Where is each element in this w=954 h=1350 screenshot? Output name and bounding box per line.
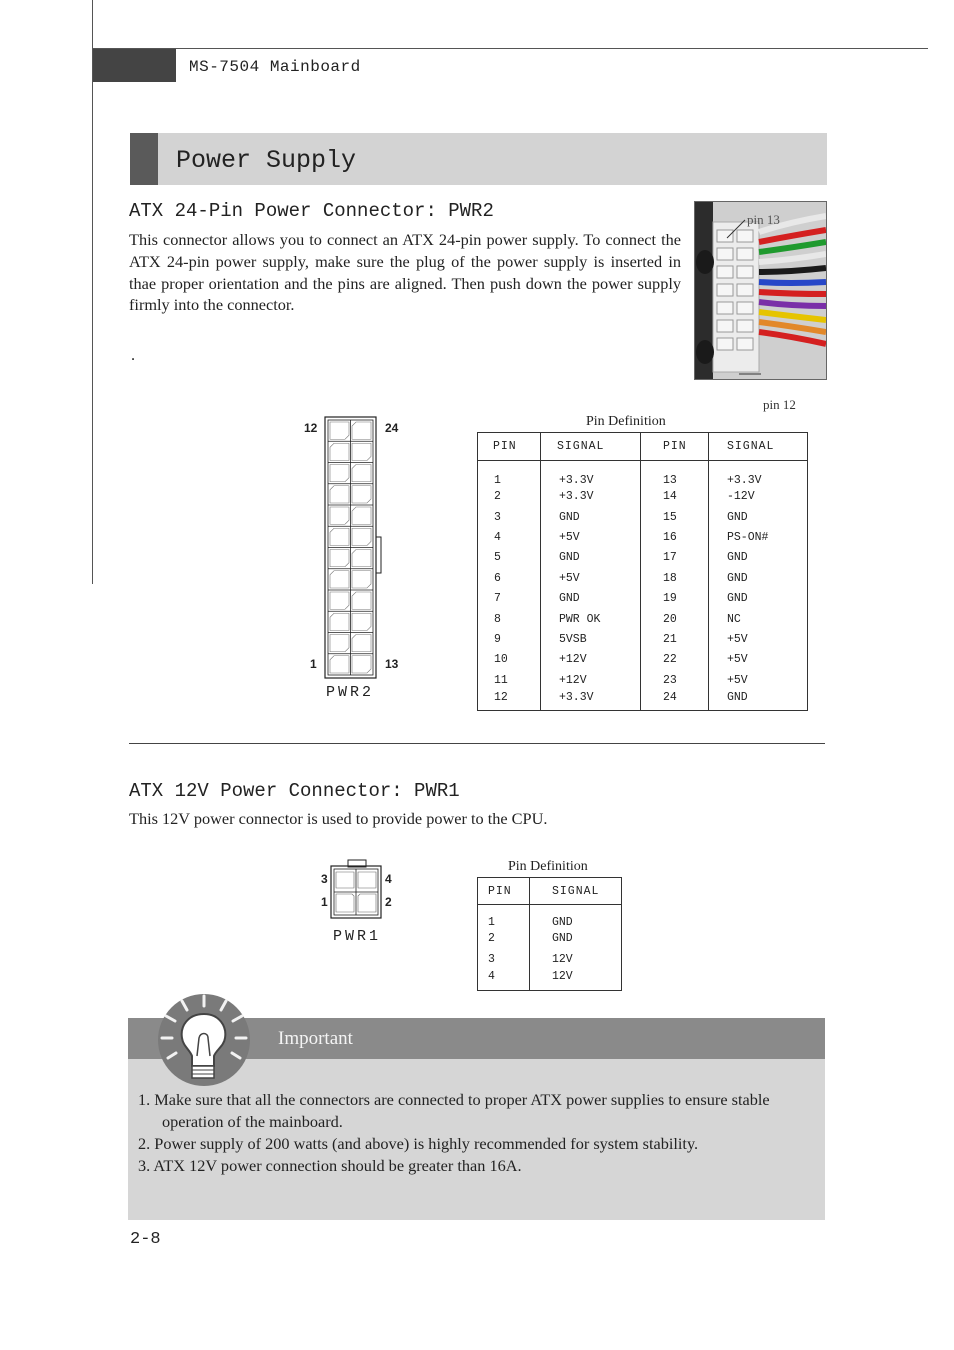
- pwr2-signal-cell: +12V: [541, 650, 641, 670]
- pwr2-row: [478, 609, 808, 629]
- pwr1-signal-cell: 12V: [552, 970, 573, 984]
- pwr2-pin-cell: 13: [641, 461, 709, 487]
- pwr2-row: [478, 588, 808, 608]
- important-item: 2. Power supply of 200 watts (and above) is highly recommended for system stability.: [138, 1134, 699, 1153]
- pwr2-signal-cell: GND: [541, 548, 641, 568]
- pwr2-pin-cell: 16: [641, 527, 709, 547]
- pwr2-pin-cell: 5: [478, 548, 541, 568]
- pwr2-signal-cell: GND: [727, 551, 748, 565]
- pwr1-row: [478, 929, 622, 950]
- pwr2-header-signal: SIGNAL: [709, 433, 808, 461]
- important-title: Important: [278, 1028, 353, 1049]
- pwr2-pin-cell: [330, 465, 349, 482]
- pwr2-pin-cell: 4: [478, 527, 541, 547]
- pwr2-description: This connector allows you to connect an ATX 24-pin power supply. To connect the ATX 24-pin power supply, make sure the plug of the power supply is inserted in thae proper orientation and the pins are aligned. Then push down the power supply firmly into the connector.: [129, 230, 681, 315]
- pwr1-pin-cell: 4: [478, 970, 530, 991]
- pwr2-pin-cell: [352, 507, 371, 524]
- pwr2-signal-cell: +12V: [541, 670, 641, 690]
- pwr2-header-signal: SIGNAL: [541, 433, 641, 461]
- pwr2-pin-number-24: 24: [385, 421, 399, 435]
- pwr2-pin-cell: 9: [478, 629, 541, 649]
- pwr2-signal-cell: +3.3V: [541, 690, 641, 710]
- pwr1-pin-number-1: 1: [321, 895, 328, 909]
- pwr2-signal-cell: +3.3V: [541, 487, 641, 507]
- pwr2-pin-cell: [352, 422, 371, 439]
- pwr2-pin-cell: [352, 486, 371, 503]
- pwr2-pin-cell: [330, 486, 349, 503]
- pwr2-pin-cell: [330, 613, 349, 630]
- pwr2-pin-cell: 21: [641, 629, 709, 649]
- pwr2-pin-cell: 2: [478, 487, 541, 507]
- pwr2-pin-cell: 22: [641, 650, 709, 670]
- pwr2-pin-cell: 17: [641, 548, 709, 568]
- pwr2-pin-cell: [352, 613, 371, 630]
- pwr2-pin-cell: [330, 656, 349, 673]
- pwr2-connector-diagram: [322, 415, 384, 680]
- pwr1-description: This 12V power connector is used to provide power to the CPU.: [129, 809, 548, 828]
- pwr2-pin-cell: 20: [641, 609, 709, 629]
- pwr1-pin-cell: 3: [478, 949, 530, 970]
- pwr2-pin-cell: [330, 422, 349, 439]
- pwr2-pin-cell: 8: [478, 609, 541, 629]
- pwr2-pin-cell: [352, 443, 371, 460]
- important-item: 3. ATX 12V power connection should be greater than 16A.: [138, 1156, 522, 1175]
- pwr2-signal-cell: GND: [541, 588, 641, 608]
- stray-period: .: [131, 345, 136, 364]
- pwr2-pin-cell: [352, 550, 371, 567]
- pwr2-pin-cell: [352, 656, 371, 673]
- pwr1-connector-diagram: [328, 858, 384, 920]
- pwr2-pin-number-13: 13: [385, 657, 399, 671]
- pwr2-pin-cell: 18: [641, 568, 709, 588]
- pwr2-pin-cell: 11: [478, 670, 541, 690]
- pwr2-pin-cell: 15: [641, 507, 709, 527]
- pwr2-pin-cell: [330, 635, 349, 652]
- pwr2-pin-number-12: 12: [304, 421, 318, 435]
- pwr1-row: [478, 970, 622, 991]
- pwr1-heading: ATX 12V Power Connector: PWR1: [129, 780, 460, 802]
- pin12-label: pin 12: [763, 397, 796, 412]
- pwr2-pin-cell: 7: [478, 588, 541, 608]
- lightbulb-icon: [152, 988, 252, 1088]
- page-number: 2-8: [130, 1230, 161, 1249]
- pwr2-caption: PWR2: [326, 684, 375, 701]
- pwr2-signal-cell: +3.3V: [541, 461, 641, 487]
- pwr1-row: [478, 905, 622, 929]
- pwr2-pin-cell: [330, 507, 349, 524]
- pwr2-signal-cell: +5V: [541, 527, 641, 547]
- pwr2-pin-number-1: 1: [310, 657, 317, 671]
- pwr2-signal-cell: GND: [727, 571, 748, 585]
- pwr2-pin-cell: 12: [478, 690, 541, 710]
- pwr2-pin-cell: 14: [641, 487, 709, 507]
- pwr2-table-caption: Pin Definition: [586, 414, 666, 429]
- pwr1-table-caption: Pin Definition: [508, 859, 588, 874]
- pwr2-row: [478, 527, 808, 547]
- pwr1-signal-cell: GND: [552, 915, 573, 929]
- pwr2-pin-cell: [330, 571, 349, 588]
- important-list: [138, 1089, 798, 1177]
- pwr2-signal-cell: PS-ON#: [727, 530, 769, 544]
- header-tab-block: [93, 49, 176, 82]
- pwr2-pin-cell: [352, 635, 371, 652]
- pwr2-signal-cell: +5V: [541, 568, 641, 588]
- pwr2-pin-cell: [330, 592, 349, 609]
- pwr2-header-pin: PIN: [478, 433, 541, 461]
- pwr1-header-signal: SIGNAL: [530, 878, 622, 905]
- pwr2-row: [478, 690, 808, 710]
- pin13-label: pin 13: [747, 212, 780, 227]
- pwr2-pin-cell: [352, 465, 371, 482]
- pwr2-pin-cell: 19: [641, 588, 709, 608]
- section-title: Power Supply: [176, 146, 357, 175]
- pwr2-heading: ATX 24-Pin Power Connector: PWR2: [129, 200, 494, 222]
- pwr2-header-pin: PIN: [641, 433, 709, 461]
- pwr2-pin-cell: [330, 528, 349, 545]
- pwr1-signal-cell: GND: [552, 932, 573, 946]
- pwr1-pin-number-2: 2: [385, 895, 392, 909]
- pwr2-signal-cell: GND: [727, 592, 748, 606]
- pwr2-pin-cell: [330, 550, 349, 567]
- pwr2-signal-cell: PWR OK: [541, 609, 641, 629]
- important-item: 1. Make sure that all the connectors are connected to proper ATX power supplies to ensure stable operation of the mainboard.: [138, 1090, 770, 1131]
- pwr1-pin-cell: 1: [478, 905, 530, 929]
- pwr2-pin-cell: 10: [478, 650, 541, 670]
- pwr2-pin-cell: 24: [641, 690, 709, 710]
- pwr2-pin-cell: 6: [478, 568, 541, 588]
- pwr2-pin-cell: 3: [478, 507, 541, 527]
- pwr2-pin-table: [477, 432, 808, 711]
- pwr2-pin-cell: [352, 592, 371, 609]
- pwr2-signal-cell: +5V: [727, 632, 748, 646]
- margin-rule-vertical: [92, 0, 93, 584]
- pwr1-pin-number-4: 4: [385, 872, 392, 886]
- pwr2-signal-cell: NC: [727, 612, 741, 626]
- pwr2-row: [478, 670, 808, 690]
- pwr2-row: [478, 487, 808, 507]
- pwr2-row: [478, 461, 808, 487]
- pwr2-row: [478, 629, 808, 649]
- pwr2-row: [478, 650, 808, 670]
- pwr2-row: [478, 548, 808, 568]
- pwr2-pin-cell: [330, 443, 349, 460]
- pwr2-signal-cell: 5VSB: [541, 629, 641, 649]
- pwr2-signal-cell: +5V: [727, 653, 748, 667]
- pwr2-pin-cell: [352, 528, 371, 545]
- running-header: MS-7504 Mainboard: [189, 58, 361, 76]
- pwr1-row: [478, 949, 622, 970]
- pwr1-signal-cell: 12V: [552, 952, 573, 966]
- pwr2-signal-cell: GND: [727, 690, 748, 704]
- pwr1-pin-table: [477, 877, 622, 991]
- pwr2-signal-cell: +5V: [727, 673, 748, 687]
- pwr2-signal-cell: GND: [541, 507, 641, 527]
- pwr1-pin-cell: 2: [478, 929, 530, 950]
- pwr2-row: [478, 507, 808, 527]
- pwr2-signal-cell: -12V: [727, 490, 755, 504]
- pwr2-pin-cell: 1: [478, 461, 541, 487]
- pwr1-caption: PWR1: [333, 928, 382, 945]
- pwr2-pin-cell: 23: [641, 670, 709, 690]
- section-divider: [129, 743, 825, 744]
- pwr1-header-pin: PIN: [478, 878, 530, 905]
- pwr1-pin-number-3: 3: [321, 872, 328, 886]
- pwr2-row: [478, 568, 808, 588]
- section-banner-accent: [130, 133, 158, 185]
- pwr2-pin-cell: [352, 571, 371, 588]
- pwr2-signal-cell: +3.3V: [727, 473, 762, 487]
- header-rule: [92, 48, 928, 49]
- pwr2-signal-cell: GND: [727, 510, 748, 524]
